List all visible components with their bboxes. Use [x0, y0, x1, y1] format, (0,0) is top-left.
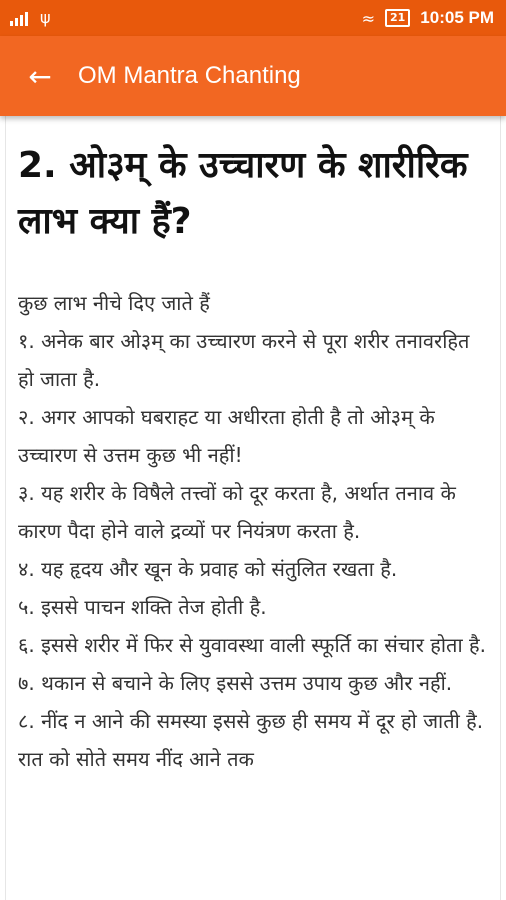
- back-button[interactable]: [12, 48, 68, 104]
- article-heading: 2. ओ३म् के उच्चारण के शारीरिक लाभ क्या हैं?: [18, 145, 468, 242]
- usb-icon: ψ: [40, 8, 51, 27]
- article-paragraph: १. अनेक बार ओ३म् का उच्चारण करने से पूरा शरीर तनावरहित हो जाता है.: [18, 329, 470, 391]
- article-body: [6, 250, 500, 778]
- article-paragraph: ४. यह हृदय और खून के प्रवाह को संतुलित रखता है.: [18, 557, 398, 581]
- article-paragraph: ३. यह शरीर के विषैले तत्त्वों को दूर करता है, अर्थात तनाव के कारण पैदा होने वाले द्रव्यों पर नियंत्रण करता है.: [18, 481, 456, 543]
- app-bar: [0, 36, 506, 116]
- article-paragraph: २. अगर आपको घबराहट या अधीरता होती है तो ओ३म् के उच्चारण से उत्तम कुछ भी नहीं!: [18, 405, 435, 467]
- battery-icon: 21: [385, 9, 410, 27]
- status-bar: [0, 0, 506, 36]
- article-content[interactable]: [5, 116, 501, 900]
- wifi-icon: ≈: [361, 8, 375, 28]
- status-time: 10:05 PM: [420, 8, 494, 27]
- article-paragraph: ५. इससे पाचन शक्ति तेज होती है.: [18, 595, 267, 619]
- signal-icon: [10, 10, 28, 26]
- article-paragraph: ७. थकान से बचाने के लिए इससे उत्तम उपाय कुछ और नहीं.: [18, 671, 453, 695]
- arrow-back-icon: ←: [28, 59, 52, 93]
- article-paragraph: ६. इससे शरीर में फिर से युवावस्था वाली स्फूर्ति का संचार होता है.: [18, 633, 486, 657]
- article-paragraph: ८. नींद न आने की समस्या इससे कुछ ही समय में दूर हो जाती है. रात को सोते समय नींद आने तक: [18, 709, 484, 771]
- app-title: OM Mantra Chanting: [78, 62, 301, 89]
- article-paragraph: कुछ लाभ नीचे दिए जाते हैं: [18, 291, 210, 315]
